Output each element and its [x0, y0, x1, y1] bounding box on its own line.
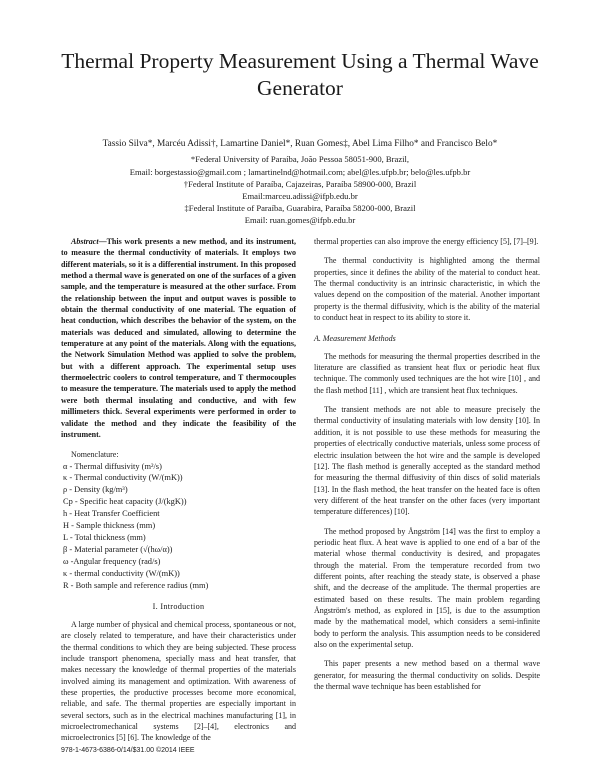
nomenclature-item: β - Material parameter (√(hω/α)) [63, 544, 173, 554]
subsection-heading-measurement-methods: A. Measurement Methods [314, 334, 396, 344]
right-column [314, 236, 540, 692]
paragraph: The methods for measuring the thermal properties described in the literature are classified as transient heat flux or periodic heat flux technique. The commonly used techniques are the hot wire [10] , and the flash method [11] , which are transient heat flux techniques. [314, 351, 540, 395]
affiliation-3-email: Email: ruan.gomes@ifpb.edu.br [244, 215, 356, 225]
copyright-footer: 978-1-4673-6386-0/14/$31.00 ©2014 IEEE [61, 747, 195, 754]
nomenclature-item: ρ - Density (kg/m³) [63, 485, 128, 495]
abstract [61, 236, 296, 440]
affiliation-2-email: Email:marceu.adissi@ifpb.edu.br [242, 191, 358, 201]
abstract-text: —This work presents a new method, and its instrument, to measure the thermal conductivity of materials. It employs two different materials, so it is a differential instrument. In this proposed method a thermal wave is generated on one of the surfaces of a given sample, and the temperature is measured at the other surface. From the relationship between the input and output waves is possible to obtain the thermal conductivity of one material. The equation of heat conduction, which describes the behavior of the system, on the materials was deduced and simulated, allowing to determine the temperature at any point of the materials. Along with the equations, the Network Simulation Method was applied to solve the problem, but with a different approach. The experimental setup uses thermoelectric coolers to control temperature, and T thermocouples to measure the temperature. The materials used to apply the method were both thermal insulating and conductive, and with few millimeters thick. Several experiments were performed in order to validate the method and they indicate the feasibility of the instrument. [61, 237, 296, 439]
paragraph: The transient methods are not able to measure precisely the thermal conductivity of insulating materials with low density [10]. In addition, it is not possible to use these methods for measuring the properties of electrically conductive materials, unless some process of electric insulation between the hot wire and the sample is developed [12]. The flash method is generally accepted as the standard method for measuring the thermal diffusivity of thin discs of solid materials [13]. In the flash method, the heat transfer on the heated face is often very different of the heat transfer on the other faces (very important temperature differences) [10]. [314, 405, 540, 517]
nomenclature-item: κ - Thermal conductivity (W/(mK)) [63, 473, 183, 483]
paper-title: Thermal Property Measurement Using a Thermal Wave Generator [61, 49, 539, 100]
nomenclature-item: κ - thermal conductivity (W/(mK)) [63, 568, 180, 578]
paragraph: thermal properties can also improve the energy efficiency [5], [7]–[9]. [314, 237, 539, 246]
affiliation-3: ‡Federal Institute of Paraíba, Guarabira, Paraíba 58200-000, Brazil [184, 203, 416, 213]
paragraph: This paper presents a new method based on a thermal wave generator, for measuring the thermal conductivity on solids. Despite the thermal wave technique has been established for [314, 659, 540, 692]
paragraph: The thermal conductivity is highlighted among the thermal properties, since it defines the ability of the material to conduct heat. The thermal conductivity is an intrinsic characteristic, in which the values depend on the composition of the material. Another important property is the thermal diffusivity, which is the ability of the material to conduct heat in respect to its ability to store it. [314, 256, 540, 323]
nomenclature-item: Cp - Specific heat capacity (J/(kgK)) [63, 497, 187, 507]
affiliation-1-email: Email: borgestassio@gmail.com ; lamartinelnd@hotmail.com; abel@les.ufpb.br; belo@les.ufpb.br [129, 167, 471, 177]
section-heading-introduction: I. Introduction [152, 601, 205, 611]
nomenclature-item: H - Sample thickness (mm) [63, 521, 156, 531]
paragraph: The method proposed by Ångström [14] was the first to employ a periodic heat flux. A heat wave is applied to one end of a bar of the material whose thermal conductivity is desired, and propagates through the material. From the temperature recorded from two different points, after reaching the steady state, is observed a phase shift, and the decrease of the amplitude. The thermal properties are estimated based on these results. The main problem regarding Ångström's method, as explored in [15], is due to the assumption made by the mathematical model, which considers a semi-infinite body to perform the analysis. This assumption needs to be considered also on the experimental setup. [314, 526, 540, 649]
nomenclature-item: h - Heat Transfer Coefficient [63, 509, 160, 519]
abstract-label: Abstract [71, 237, 99, 246]
nomenclature-item: R - Both sample and reference radius (mm) [63, 580, 209, 590]
nomenclature-item: ω -Angular frequency (rad/s) [63, 556, 161, 566]
intro-paragraph: A large number of physical and chemical process, spontaneous or not, are closely related to temperature, and have their characteristics under the thermal conditions to which they are being subjected. These process include transport phenomena, specially mass and heat transfer, that makes necessary the knowledge of thermal properties of the materials involved aiming its management and optimization. With awareness of these properties, the productive processes become more economical, reliable, and safe. The thermal properties are especially important in several sectors, such as in the electrical machines manufacturing [1], in microelectromechanical systems [2]–[4], electronics and microelectronics [5] [6]. The knowledge of the [61, 619, 296, 743]
left-column [61, 236, 296, 744]
nomenclature-heading: Nomenclature: [71, 450, 119, 460]
affiliation-2: †Federal Institute of Paraíba, Cajazeiras, Paraíba 58900-000, Brazil [183, 179, 417, 189]
nomenclature-item: L - Total thickness (mm) [63, 532, 146, 542]
affiliation-1: *Federal University of Paraíba, João Pessoa 58051-900, Brazil, [190, 154, 410, 164]
author-list: Tassio Silva*, Marcéu Adissi†, Lamartine Daniel*, Ruan Gomes‡, Abel Lima Filho* and Francisco Belo* [102, 139, 498, 149]
nomenclature-item: α - Thermal diffusivity (m²/s) [63, 461, 162, 471]
